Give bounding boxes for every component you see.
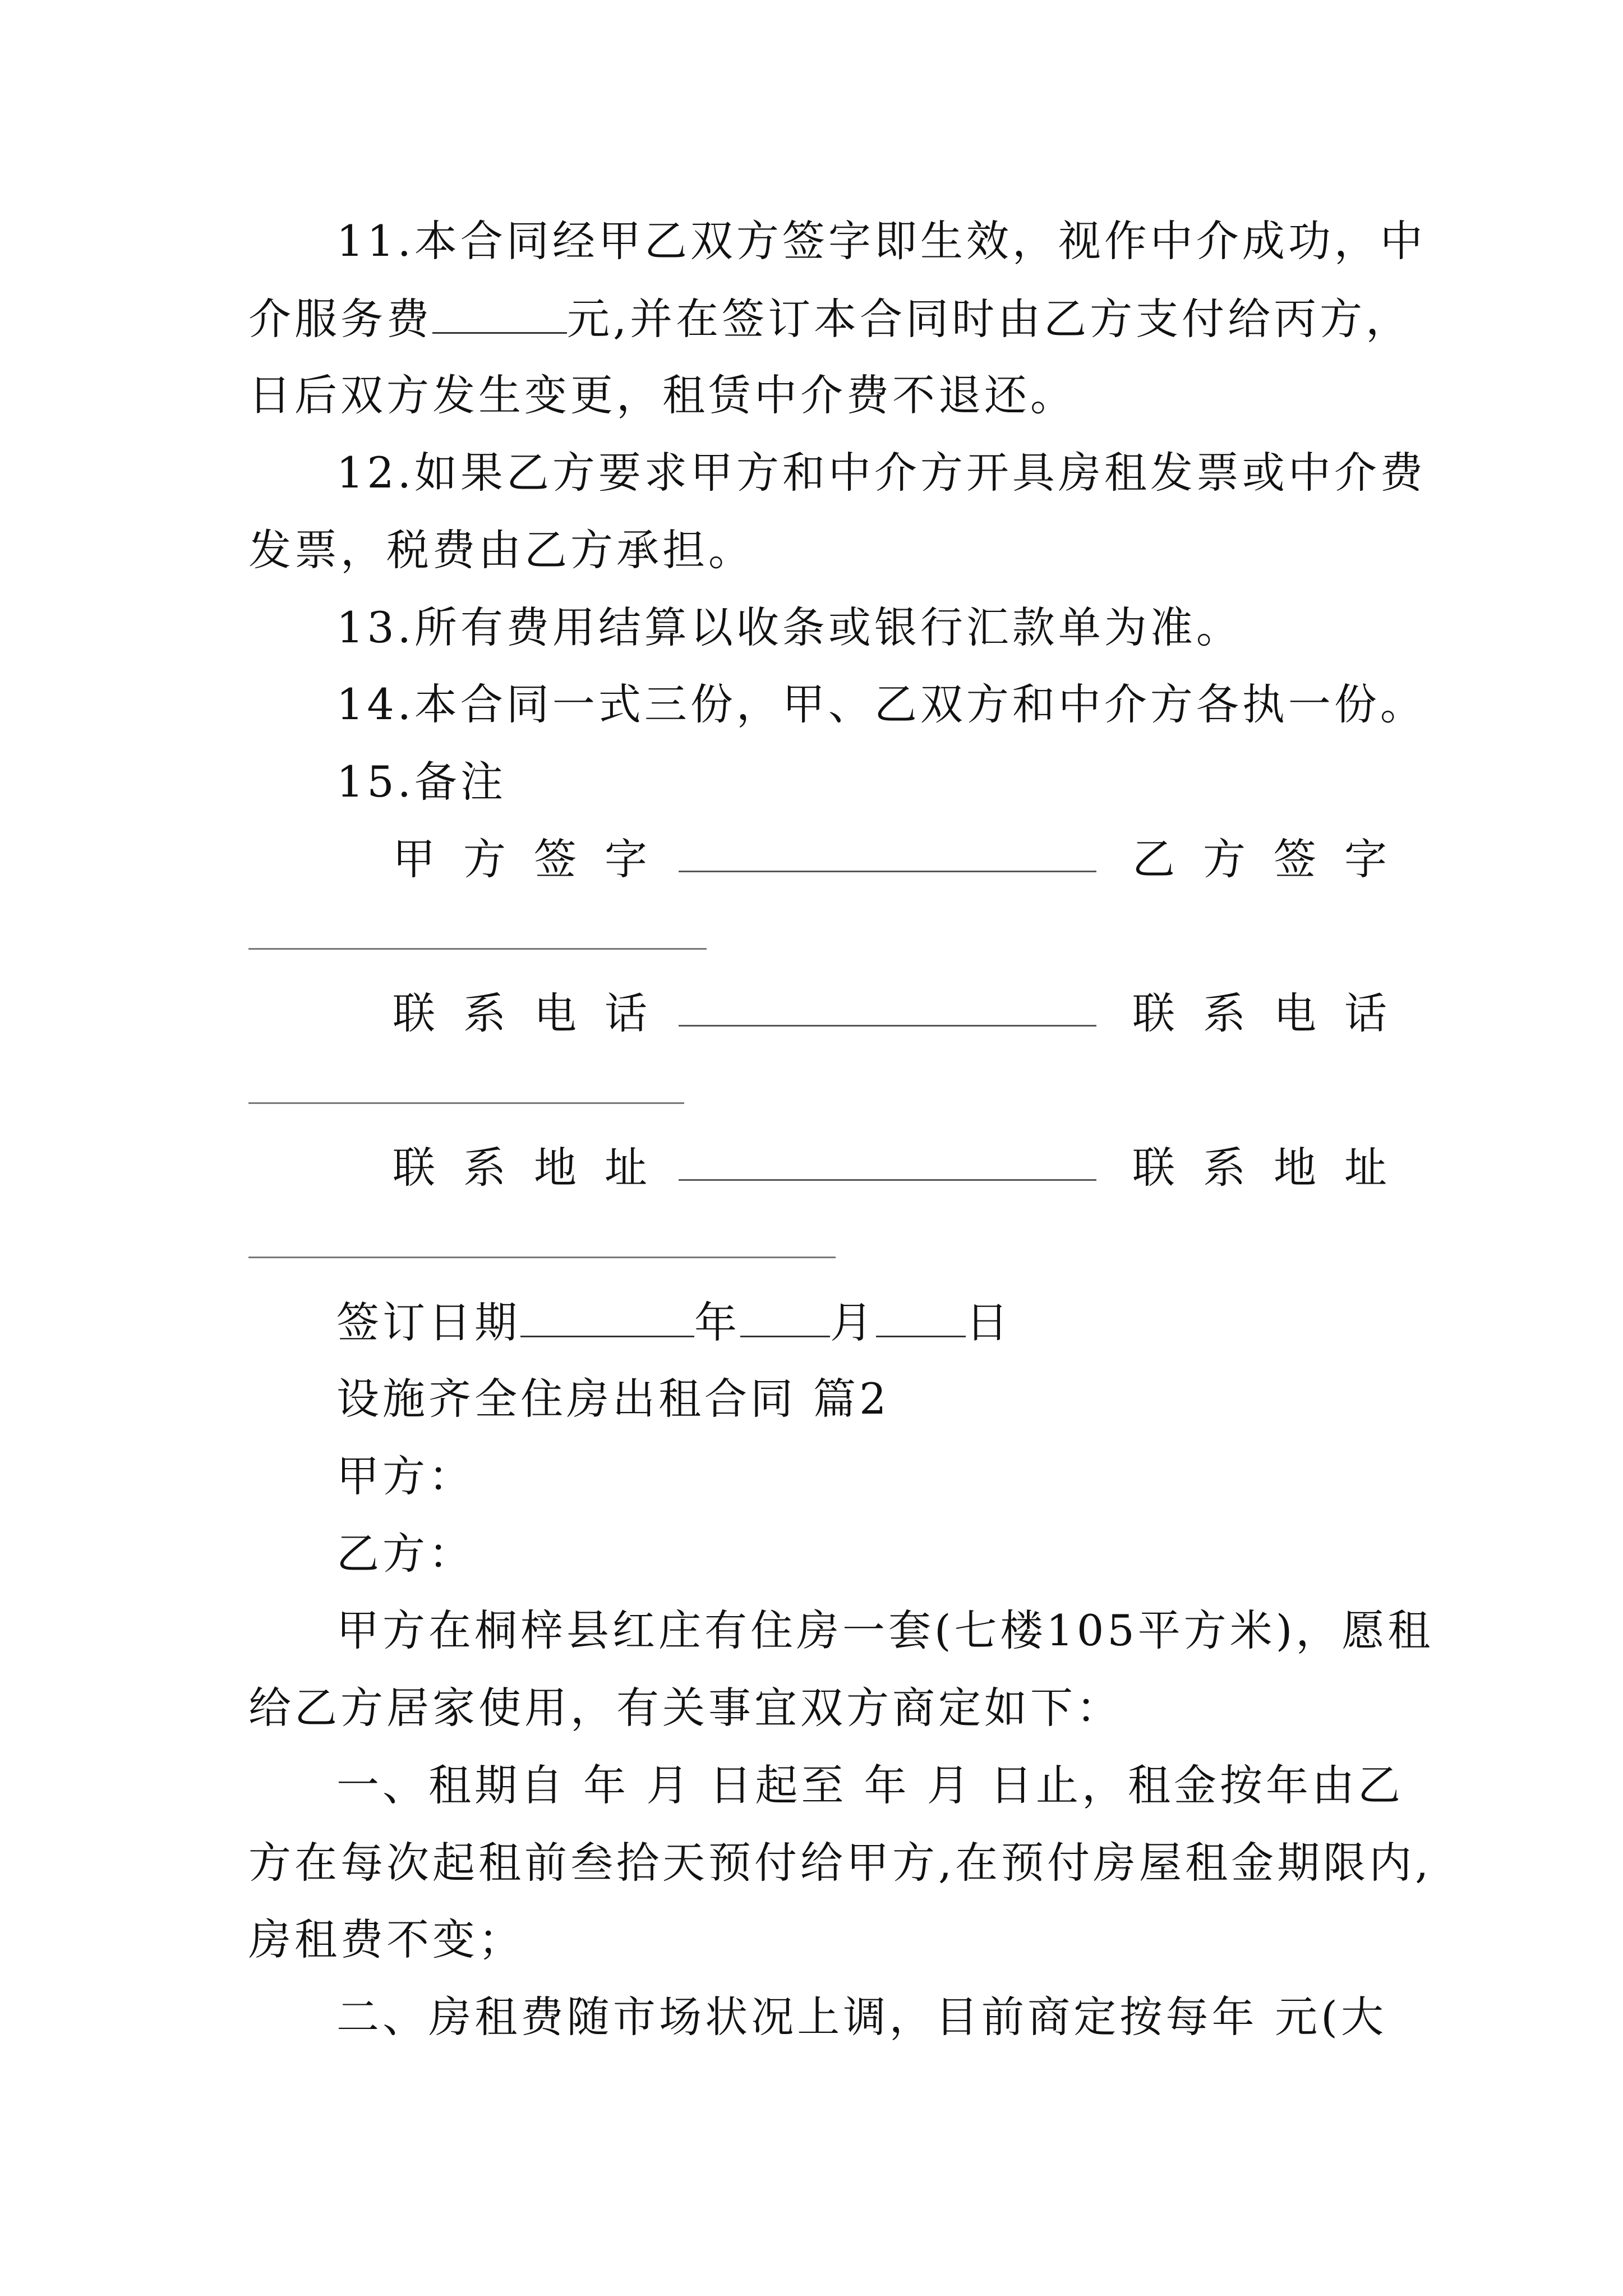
clause-12-line-2: 发票，税费由乙方承担。 [248, 525, 754, 575]
month-blank [740, 1301, 830, 1337]
item-1-line-2: 方在每次起租前叁拾天预付给甲方,在预付房屋租金期限内, [248, 1838, 1432, 1888]
intro-line-1: 甲方在桐梓县红庄有住房一套(七楼105平方米)，愿租 [336, 1605, 1434, 1655]
party-a-address-label: 联系地址 [393, 1143, 675, 1193]
party-b-phone-line [248, 1102, 684, 1104]
party-a-signature-line [679, 871, 1096, 872]
party-a-phone-label: 联系电话 [393, 988, 675, 1038]
day-label: 日 [966, 1297, 1012, 1347]
clause-15: 15.备注 [336, 757, 506, 807]
year-blank [520, 1301, 694, 1337]
section-2-title: 设施齐全住房出租合同 篇2 [336, 1374, 890, 1424]
service-fee-blank [432, 297, 567, 334]
clause-13: 13.所有费用结算以收条或银行汇款单为准。 [336, 602, 1242, 652]
party-b-signature-line [248, 948, 707, 950]
phone-row [393, 988, 1415, 1043]
year-label: 年 [694, 1297, 740, 1347]
day-blank [876, 1301, 966, 1337]
item-1-line-3: 房租费不变； [248, 1915, 524, 1964]
intro-line-2: 给乙方居家使用，有关事宜双方商定如下： [248, 1683, 1122, 1733]
clause-11-fee-label: 介服务费 [248, 294, 432, 344]
clause-12-line-1: 12.如果乙方要求甲方和中介方开具房租发票或中介费 [336, 448, 1426, 498]
party-b-signature-label: 乙方签字 [1132, 834, 1415, 884]
signature-row [393, 834, 1415, 889]
party-b-address-label: 联系地址 [1132, 1143, 1415, 1193]
party-a-phone-line [679, 1025, 1096, 1027]
party-a-signature-label: 甲方签字 [393, 834, 675, 884]
signing-date-line [336, 1297, 1387, 1347]
clause-11-line-1: 11.本合同经甲乙双方签字即生效，视作中介成功，中 [336, 216, 1426, 266]
party-a-address-line [679, 1179, 1096, 1181]
item-2-line-1: 二、房租费随市场状况上调，目前商定按每年 元(大 [336, 1992, 1387, 2042]
clause-11-line-2 [248, 294, 1412, 344]
clause-14: 14.本合同一式三份，甲、乙双方和中介方各执一份。 [336, 679, 1426, 729]
party-a-label: 甲方： [336, 1451, 474, 1501]
party-b-label: 乙方： [336, 1529, 474, 1579]
party-b-phone-label: 联系电话 [1132, 988, 1415, 1038]
party-b-address-line [248, 1257, 836, 1258]
clause-11-line-3: 日后双方发生变更，租赁中介费不退还。 [248, 370, 1076, 420]
item-1-line-1: 一、租期自 年 月 日起至 年 月 日止，租金按年由乙 [336, 1760, 1404, 1810]
address-row [393, 1143, 1415, 1197]
month-label: 月 [830, 1297, 876, 1347]
clause-11-line-2-rest: 元,并在签订本合同时由乙方支付给丙方， [567, 294, 1412, 344]
signing-date-label: 签订日期 [336, 1297, 520, 1347]
